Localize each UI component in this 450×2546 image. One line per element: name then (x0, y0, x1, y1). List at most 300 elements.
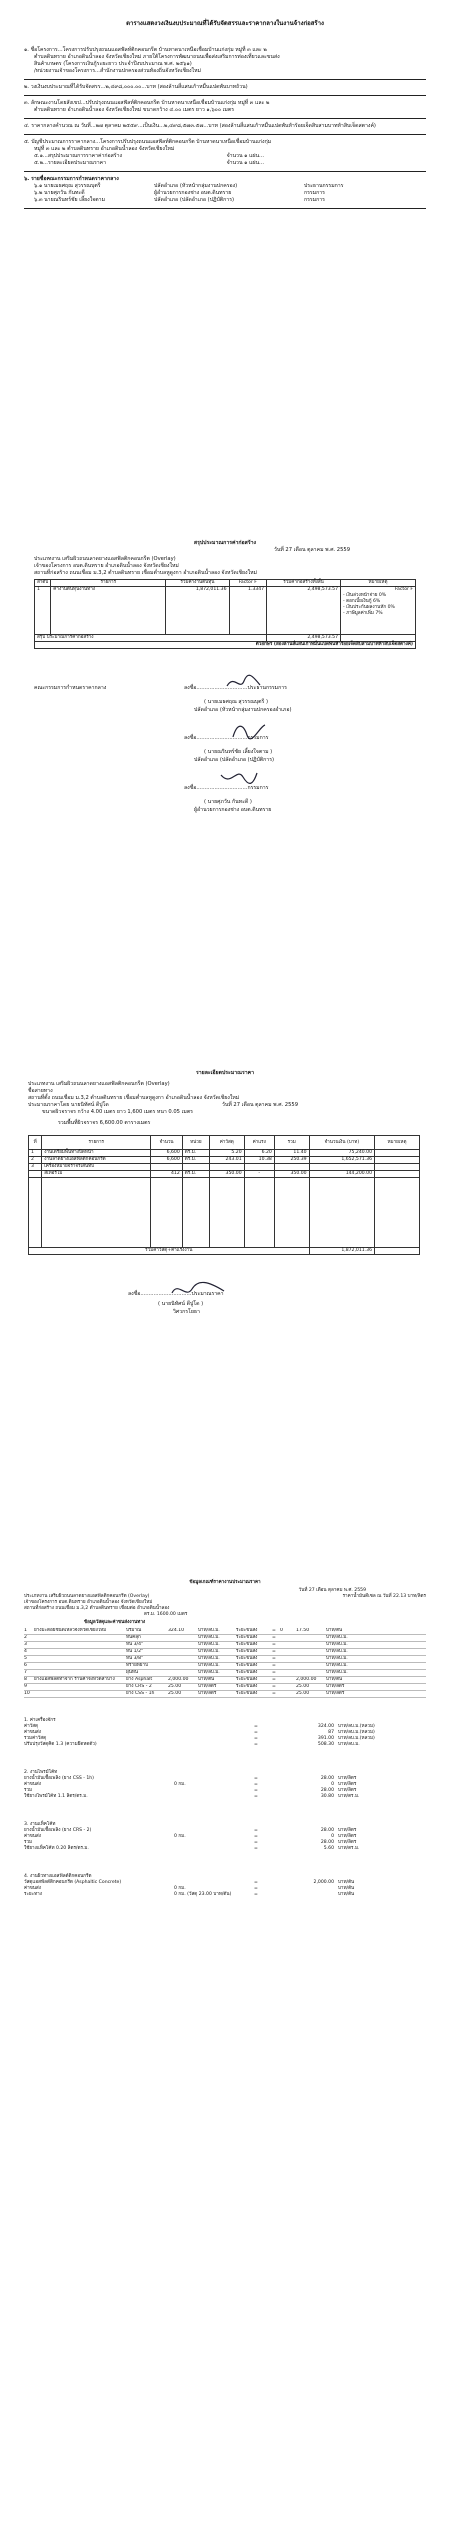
material-cell: บาท/ลบ.ม. (198, 1663, 220, 1668)
material-cell: 25.00 (296, 1684, 310, 1689)
materials-list (24, 1628, 426, 1698)
cell: 250.39 (274, 1157, 309, 1164)
cell: ตร.ม. (182, 1150, 209, 1157)
signature-area (34, 669, 416, 889)
cost-cell: 28.00 (320, 1788, 334, 1793)
road-size: ขนาดผิวจราจร กว้าง 4.00 เมตร ยาว 1,600 เมตร หนา 0.05 เมตร (42, 1109, 193, 1115)
cost-block-heading: 1. ค่าเครื่องจักร (24, 1718, 56, 1723)
cell (182, 1164, 209, 1171)
cost-cell: บาท/ลิตร (338, 1834, 357, 1839)
cost-cell: = (254, 1886, 258, 1891)
note: - เงินล่วงหน้าจ่าย 0% (343, 593, 387, 598)
material-cell: ฝุ่นหิน (126, 1670, 139, 1675)
cost-cell: 5.60 (323, 1846, 334, 1851)
col-no: ลำดับ (35, 580, 51, 587)
material-cell: บาท/ตัน (326, 1677, 343, 1682)
material-cell: 10 (24, 1691, 30, 1696)
table-row (29, 1171, 420, 1178)
material-cell (280, 1670, 296, 1676)
site-location: สถานที่ก่อสร้าง ถนนเชื่อม ม.3,2 ตำบลดินทราย เชื่อมต่อ อำเภอดินน้ำลอง (24, 1606, 170, 1611)
page-3 (10, 1030, 440, 1550)
cost-cell: ปรับปรุงวัสดุคิด 1.3 (ความยึดหดตัว) (24, 1742, 97, 1747)
cost-cell: รวม (24, 1788, 33, 1793)
material-row (24, 1642, 426, 1649)
material-cell (168, 1656, 198, 1662)
summary-date: วันที่ 27 เดือน ตุลาคม พ.ศ. 2559 (273, 547, 350, 553)
material-row (24, 1649, 426, 1656)
material-cell: หิน 3/4" (126, 1642, 144, 1647)
cost-cell (174, 1794, 254, 1800)
work-type: ประเภทงาน เสริมผิวถนนลาดยางแอสฟัลติกคอนกรีต (Overlay) (28, 1081, 170, 1087)
signer-position: ปลัดอำเภอ (หัวหน้ากลุ่มงานปกครองอำเภอ) (194, 707, 292, 713)
material-cell: 9 (24, 1684, 27, 1689)
material-cell: = (272, 1656, 276, 1661)
committee-name: ๖.๑ นายเมธศฤณ สุวรรณบุตรี (34, 183, 101, 189)
cost-cell: = (254, 1730, 258, 1735)
cell: งานลาดยางแอสฟัลติกคอนกรีต (42, 1157, 151, 1164)
material-cell: บาท/ลบ.ม. (326, 1656, 348, 1661)
signer-name: ( นายนิทัศน์ ดีปูโด ) (158, 1301, 204, 1307)
col-item: รายการ (51, 580, 166, 587)
cell: งานเตรียมพื้นทางปิดหน้า (42, 1150, 151, 1157)
material-cell: 4 (24, 1649, 27, 1654)
cell: 350.00 (274, 1171, 309, 1178)
cost-cell: = (254, 1828, 258, 1833)
note: - ดอกเบี้ยเงินกู้ 6% (343, 599, 381, 604)
amount-in-words: ตัวอักษร (สองล้านสี่แสนเก้าหมื่นแปดพันห้าร้อยเจ็ดสิบสามบาทห้าสิบเจ็ดสตางค์) (35, 642, 416, 649)
signer-name: ( นายเมธศฤณ สุวรรณบุตรี ) (204, 699, 269, 705)
cost-cell: บาท/ตัน (338, 1886, 355, 1891)
cost-row (24, 1892, 426, 1898)
material-cell: บาท/ลบ.ม. (326, 1670, 348, 1675)
project-owner: เจ้าของโครงการ อบต.ดินทราย อำเภอดินน้ำลอง จังหวัดเชียงใหม่ (24, 1600, 153, 1605)
signer-name: ( นายณรินทร์ชัย เลี้ยงใจตาม ) (204, 749, 273, 755)
cell (375, 1164, 420, 1171)
cost-cell: 0 (331, 1782, 334, 1787)
material-cell: = (272, 1642, 276, 1647)
cost-cell: 391.00 (317, 1736, 334, 1741)
summary-table (34, 579, 416, 649)
cell: ค่างานต้นทุนงานทาง (51, 587, 166, 635)
cost-cell: 324.00 (317, 1724, 334, 1729)
cost-cell: = (254, 1724, 258, 1729)
cost-cell: ยางน้ำมันเชื้อเพลิง (ยาง CSS - 1h) (24, 1776, 94, 1781)
committee-row (24, 190, 426, 197)
col-qty: จำนวน (151, 1136, 183, 1150)
cost-cell: 28.00 (320, 1840, 334, 1845)
signature-line: ลงชื่อ...............................กรรมการ (184, 735, 269, 741)
material-cell (296, 1670, 326, 1676)
blank-rows (29, 1178, 420, 1248)
site-location: สถานที่ตั้ง ถนนเชื่อม ม.3,2 ตำบลดินทราย เชื่อมต่ำบลหูดูงกา อำเภอดินน้ำลอง จังหวัดเชียงใหม่ (28, 1095, 240, 1101)
material-cell: = (272, 1684, 276, 1689)
cost-cell: บาท/ลิตร (338, 1776, 357, 1781)
material-cell: ระยะขนส่ง (236, 1628, 258, 1633)
material-cell: ระยะขนส่ง (236, 1663, 258, 1668)
work-type: ประเภทงาน เสริมผิวถนนลาดยางแอสฟัลติกคอนกรีต (Overlay) (24, 1594, 150, 1599)
cost-cell: 0 กม. (วัสดุ 23.00 บาท/ตัน) (174, 1892, 232, 1897)
item-3: ๓. ลักษณะงานโดยสังเขป...ปรับปรุงถนนแอสฟัลท์ติกคอนกรีต บ้านหาดนาเหนือเชื่อมบ้านแก่งกุ่ม หมู่ที่ ๓ และ ๒ (24, 100, 270, 106)
material-cell: = (272, 1649, 276, 1654)
item-1c: สินค้าเกษตร (โครงการเงินกู้ระยะยาว ประจำปีงบประมาณ พ.ศ. ๒๕๖๑) (34, 61, 192, 67)
cell: 11.40 (274, 1150, 309, 1157)
committee-name: ๖.๒ นายศุภวัน กันทะดี (34, 190, 85, 196)
handwritten-signature (219, 765, 259, 789)
cost-cell: 0 กม. (174, 1782, 186, 1787)
estimator-signature (28, 1285, 422, 1345)
cell: 1.3347 (229, 587, 267, 635)
cost-cell: 28.00 (320, 1776, 334, 1781)
cell: ตร.ม. (182, 1157, 209, 1164)
committee-role: ประธานกรรมการ (304, 183, 344, 189)
material-cell (34, 1635, 126, 1641)
detail-date: วันที่ 27 เดือน ตุลาคม พ.ศ. 2559 (221, 1102, 298, 1108)
signer-position: ปลัดอำเภอ (ปลัดอำเภอ (ปฏิบัติการ) (194, 757, 275, 763)
table-row (29, 1164, 420, 1171)
cell: เครื่องหมายจราจรเส้นทึบ (42, 1164, 151, 1171)
estimator: ประมาณราคาโดย นายนิทัศน์ ดีปูโด (28, 1102, 109, 1108)
committee-row (24, 197, 426, 204)
signer-position: วิศวกรโยธา (173, 1309, 200, 1315)
cell (244, 1164, 274, 1171)
material-cell: ระยะขนส่ง (236, 1677, 258, 1682)
material-cell: ปริมาณ (126, 1628, 142, 1633)
material-cell: ระยะขนส่ง (236, 1684, 258, 1689)
item-1d: /หน่วยงานเจ้าของโครงการ...สำนักงานปกครองส่วนท้องถิ่นจังหวัดเชียงใหม่ (34, 68, 201, 74)
item-6: ๖. รายชื่อคณะกรรมการกำหนดราคากลาง (24, 176, 119, 182)
cost-cell: = (254, 1846, 258, 1851)
route-name: ชื่อสายทาง (28, 1088, 53, 1094)
material-cell: บาท/ลิตร (198, 1684, 217, 1689)
cost-cell: ค่าขนส่ง (24, 1730, 41, 1735)
cell: 350.00 (209, 1171, 244, 1178)
summary-title: สรุปประมาณการค่าก่อสร้าง (193, 540, 257, 546)
material-cell: ระยะขนส่ง (236, 1670, 258, 1675)
detail-title: รายละเอียดประมาณราคา (195, 1070, 255, 1076)
cost-cell (174, 1742, 254, 1748)
material-cell: 2,000.00 (296, 1677, 317, 1682)
cell: 412 (151, 1171, 183, 1178)
total-value: 2,498,573.57 (267, 635, 341, 642)
committee-position: ปลัดอำเภอ (ปลัดอำเภอ (ปฏิบัติการ) (154, 197, 235, 203)
cost-cell: บาท/ลิตร (338, 1782, 357, 1787)
material-cell (168, 1649, 198, 1655)
material-cell: 25.00 (296, 1691, 310, 1696)
cost-cell: = (254, 1736, 258, 1741)
material-cell: 25.00 (168, 1691, 182, 1696)
cell (29, 1171, 42, 1178)
cost-cell: 508.30 (317, 1742, 334, 1747)
cost-cell: บาท/ลิตร (338, 1788, 357, 1793)
cost-row (24, 1846, 426, 1852)
item-1b: ตำบลดินทราย อำเภอดินน้ำลอง จังหวัดเชียงใหม่ ภายใต้โครงการพัฒนาถนนเพื่อส่งเสริมการท่องเที่ยวและขนส่ง (34, 54, 280, 60)
cost-cell (304, 1892, 334, 1898)
col-remark: หมายเหตุ (375, 1136, 420, 1150)
material-cell (280, 1677, 296, 1683)
detail-table (28, 1135, 420, 1255)
material-cell: ระยะขนส่ง (236, 1656, 258, 1661)
item-5: ๕. บัญชีประมาณการราคากลาง...โครงการปรับปรุงถนนแอสฟัลท์ติกคอนกรีต บ้านหาดนาเหนือเชื่อมบ้านแก่งกุ่ม (24, 139, 272, 145)
cost-cell: รวมค่าวัสดุ (24, 1736, 47, 1741)
cost-cell: บาท/ตัน (338, 1892, 355, 1897)
cell (151, 1164, 183, 1171)
col-cost: รวมค่างานต้นทุน (166, 580, 229, 587)
cost-cell: ค่าวัสดุ (24, 1724, 39, 1729)
material-cell: บาท/ลบ.ม. (198, 1649, 220, 1654)
material-cell: บาท/ลิตร (326, 1684, 345, 1689)
cost-cell: ระยะทาง (24, 1892, 42, 1897)
work-type: ประเภทงาน เสริมผิวถนนลาดยางแอสฟัลติกคอนกรีต (Overlay) (34, 556, 176, 562)
committee-role: กรรมการ (304, 197, 325, 203)
material-cell (296, 1649, 326, 1655)
material-cell: 1 (24, 1628, 27, 1633)
cost-cell (174, 1846, 254, 1852)
cost-cell: 28.00 (320, 1828, 334, 1833)
cell: ตร.ม. (182, 1171, 209, 1178)
cost-cell: บาท/ลิตร (338, 1828, 357, 1833)
cell: 243.01 (209, 1157, 244, 1164)
cost-cell: = (254, 1840, 258, 1845)
material-cell: 6 (24, 1663, 27, 1668)
table-row (29, 1150, 420, 1157)
cost-cell: บาท/ลิตร (338, 1840, 357, 1845)
cell (375, 1171, 420, 1178)
cost-block (24, 1822, 426, 1852)
cost-cell: บาท/ลบ.ม.(หลวม) (338, 1724, 375, 1729)
cell (209, 1164, 244, 1171)
material-cell (280, 1635, 296, 1641)
cost-cell: ค่าขนส่ง (24, 1886, 41, 1891)
cost-cell: ค่าขนส่ง (24, 1834, 41, 1839)
cell: 2,498,573.57 (267, 587, 341, 635)
material-cell: = (272, 1635, 276, 1640)
col-unit: หน่วย (182, 1136, 209, 1150)
cost-cell: = (254, 1782, 258, 1787)
item-1: ๑. ชื่อโครงการ...โครงการปรับปรุงถนนแอสฟัลท์ติกคอนกรีต บ้านหาดนาเหนือเชื่อมบ้านแก่งกุ่ม หมู่ที่ ๓ และ ๒ (24, 47, 267, 53)
material-cell (34, 1691, 126, 1697)
cost-cell: = (254, 1742, 258, 1747)
cell: 1 (29, 1150, 42, 1157)
col-item: รายการ (42, 1136, 151, 1150)
material-cell (280, 1642, 296, 1648)
committee-role: กรรมการ (304, 190, 325, 196)
material-cell: บาท/ลบ.ม. (198, 1642, 220, 1647)
material-cell (34, 1670, 126, 1676)
cell: 75,240.00 (309, 1150, 374, 1157)
cost-cell: วัสดุแอสฟัลต์ติกคอนกรีต (Asphaltic Concrete) (24, 1880, 122, 1885)
material-cell: = (272, 1628, 276, 1633)
material-row (24, 1691, 426, 1698)
cost-cell: 87 (328, 1730, 334, 1735)
cell: - (244, 1171, 274, 1178)
col-no: ที่ (29, 1136, 42, 1150)
cost-cell: = (254, 1880, 258, 1885)
material-cell: หิน 1/2" (126, 1649, 144, 1654)
cost-block (24, 1770, 426, 1800)
cell: 6.20 (244, 1150, 274, 1157)
criteria-title: ข้อมูลเกณฑ์ราคางานประมาณราคา (189, 1580, 261, 1585)
cell: 5.20 (209, 1150, 244, 1157)
cost-cell: ค่าขนส่ง (24, 1782, 41, 1787)
cell: 2 (29, 1157, 42, 1164)
cost-cell: บาท/ลบ.ม.(หลวม) (338, 1736, 375, 1741)
page-4 (10, 1560, 440, 2540)
cost-cell: = (254, 1892, 258, 1897)
table-total-row (35, 635, 416, 642)
col-factor: Factor F (229, 580, 267, 587)
cell: 1 (35, 587, 51, 635)
project-owner: เจ้าของโครงการ อบต.ดินทราย อำเภอดินน้ำลอง จังหวัดเชียงใหม่ (34, 563, 179, 569)
material-row (24, 1663, 426, 1670)
signer-position: ผู้อำนวยการกองช่าง อบต.ดินทราย (194, 807, 272, 813)
material-cell: บาท/ลบ.ม. (326, 1642, 348, 1647)
material-cell (34, 1663, 126, 1669)
cost-row (24, 1794, 426, 1800)
page-1 (10, 6, 440, 486)
material-cell: ยางมะตอยชนิดเหลวจังหวัดเชียงใหม่ (34, 1628, 107, 1633)
material-cell (280, 1656, 296, 1662)
cost-cell: ใช้ยางไพรม์โค้ท 1.1 ลิตร/ตร.ม. (24, 1794, 88, 1799)
item-3b: ตำบลดินทราย อำเภอดินน้ำลอง จังหวัดเชียงใหม่ ขนาดกว้าง ๔.๐๐ เมตร ยาว ๑,๖๐๐ เมตร (34, 107, 234, 113)
material-cell: บาท/ลิตร (326, 1691, 345, 1696)
note: - เงินประกันผลงานหัก 0% (343, 605, 395, 610)
cell: สีเทอร์โม (42, 1171, 151, 1178)
material-row (24, 1677, 426, 1684)
material-cell: 2 (24, 1635, 27, 1640)
cell: 144,200.00 (309, 1171, 374, 1178)
material-cell: บาท/ลบ.ม. (326, 1635, 348, 1640)
cost-cell: = (254, 1834, 258, 1839)
material-cell (34, 1649, 126, 1655)
cell: 1,872,011.36 (166, 587, 229, 635)
item-5-1: ๕.๑...สรุปประมาณการราคาค่าก่อสร้าง (34, 153, 123, 159)
note: - ภาษีมูลค่าเพิ่ม 7% (343, 611, 383, 616)
material-cell (280, 1684, 296, 1690)
cost-block-heading: 2. งานไพรม์โค้ท (24, 1770, 58, 1775)
material-row (24, 1684, 426, 1691)
total-label: สรุป ประมาณการค่าก่อสร้าง (35, 635, 267, 642)
material-cell: บาท/ลบ.ม. (326, 1663, 348, 1668)
cost-cell: 0 (331, 1834, 334, 1839)
material-cell: 8 (24, 1677, 27, 1682)
material-cell: บาท/ลบ.ม. (198, 1628, 220, 1633)
cell: 1,652,571.36 (309, 1157, 374, 1164)
cell: 10.38 (244, 1157, 274, 1164)
cost-block-heading: 4. งานผิวทางแอสฟัลต์ติกคอนกรีต (24, 1874, 92, 1879)
committee-row (24, 183, 426, 190)
cost-cell: = (254, 1788, 258, 1793)
cost-cell: บาท/ตร.ม. (338, 1846, 360, 1851)
table-row (35, 587, 416, 635)
item-5-2: ๕.๒...รายละเอียดประมาณราคา (34, 160, 107, 166)
material-cell (296, 1642, 326, 1648)
material-cell: 7 (24, 1670, 27, 1675)
material-cell: ยาง CRS - 2 (126, 1684, 152, 1689)
cost-block (24, 1718, 426, 1748)
item-5-2-count: จำนวน ๑ แผ่น... (226, 160, 264, 166)
material-cell: ยาง Asphalt (126, 1677, 153, 1682)
item-4: ๔. ราคากลางคำนวณ ณ วันที่...๒๗ ตุลาคม ๒๕๕๙...เป็นเงิน...๒,๔๙๘,๕๗๓.๕๗...บาท (สองล้านสี่แสนเก้าหมื่นแปดพันห้าร้อยเจ็ดสิบสามบาทห้าสิบเจ็ดสตางค์) (24, 123, 376, 129)
handwritten-signature (224, 671, 264, 693)
cell (274, 1164, 309, 1171)
material-row (24, 1628, 426, 1635)
material-cell: บาท/ลบ.ม. (326, 1649, 348, 1654)
cost-row (24, 1742, 426, 1748)
cost-cell: ใช้ยางแท็คโค้ท 0.20 ลิตร/ตร.ม. (24, 1846, 89, 1851)
col-material: ค่าวัสดุ (209, 1136, 244, 1150)
material-cell (280, 1691, 296, 1697)
material-cell: บาท/ลบ.ม. (198, 1635, 220, 1640)
material-cell: บาท/ตัน (326, 1628, 343, 1633)
cost-block-heading: 3. งานแท็คโค้ท (24, 1822, 56, 1827)
material-cell: บาท/ตัน (198, 1677, 215, 1682)
cell (309, 1164, 374, 1171)
cost-block (24, 1874, 426, 1898)
material-cell: หินคลุก (126, 1635, 141, 1640)
road-area: รวมพื้นที่ผิวจราจร 6,600.00 ตารางเมตร (58, 1120, 151, 1126)
cost-cell: บาท/ตัน (338, 1880, 355, 1885)
page-title: ตารางแสดงวงเงินงบประมาณที่ได้รับจัดสรรและราคากลางในงานจ้างก่อสร้าง (126, 20, 324, 27)
material-cell: ยางแอสฟัลต์ทำจาก ร้านค้าจังหวัดลำปาง (34, 1677, 115, 1682)
materials-section: ข้อมูลวัสดุและค่าขนส่งงานทาง (84, 1620, 146, 1625)
material-cell: 3 (24, 1642, 27, 1647)
cost-cell: รวม (24, 1840, 33, 1845)
road-length: ตร.ม. 1600.00 เมตร (144, 1612, 188, 1617)
cost-cell: ยางน้ำมันเชื้อเพลิง (ยาง CRS - 2) (24, 1828, 92, 1833)
cell (375, 1157, 420, 1164)
material-cell: บาท/ลิตร (198, 1691, 217, 1696)
material-cell (168, 1670, 198, 1676)
col-remark: หมายเหตุ (341, 580, 416, 587)
handwritten-signature (229, 719, 269, 743)
material-row (24, 1670, 426, 1677)
signer-name: ( นายศุภวัน กันทะดี ) (204, 799, 252, 805)
material-cell: 2,000.00 (168, 1677, 189, 1682)
cost-cell: บาท/ลบ.ม. (338, 1742, 360, 1747)
material-cell: ทรายหยาบ (126, 1663, 148, 1668)
material-cell (296, 1663, 326, 1669)
material-cell: 17.50 (296, 1628, 310, 1633)
cell: 6,600 (151, 1157, 183, 1164)
material-cell (168, 1635, 198, 1641)
material-row (24, 1656, 426, 1663)
material-cell: = (272, 1677, 276, 1682)
material-cell: บาท/ลบ.ม. (198, 1656, 220, 1661)
material-cell (168, 1642, 198, 1648)
page-2 (10, 500, 440, 1020)
signature-line: ลงชื่อ...............................ประธานกรรมการ (184, 685, 287, 691)
material-cell: = (272, 1691, 276, 1696)
cost-cell: บาท/ลบ.ม.(หลวม) (338, 1730, 375, 1735)
item-2: ๒. วงเงินงบประมาณที่ได้รับจัดสรร...๒,๔๙๘,๐๐๐.๐๐...บาท (สองล้านสี่แสนเก้าหมื่นแปดพันบาทถ้วน) (24, 84, 248, 90)
material-cell: ยาง CSS - 1h (126, 1691, 155, 1696)
committee-list (24, 183, 426, 204)
material-cell: 5 (24, 1656, 27, 1661)
col-amount: จำนวนเงิน (บาท) (309, 1136, 374, 1150)
material-cell: 0 (280, 1628, 283, 1633)
material-cell: หิน 3/8" (126, 1656, 144, 1661)
remark-cell (341, 587, 416, 635)
material-cell (34, 1642, 126, 1648)
committee-name: ๖.๓ นายณรินทร์ชัย เลี้ยงใจตาม (34, 197, 105, 203)
material-cell: 25.00 (168, 1684, 182, 1689)
committee-position: ปลัดอำเภอ (หัวหน้ากลุ่มงานปกครอง) (154, 183, 238, 189)
col-sum: รวม (274, 1136, 309, 1150)
cell: 3 (29, 1164, 42, 1171)
factor-label: Factor F (394, 587, 413, 592)
site-location: สถานที่ก่อสร้าง ถนนเชื่อม ม.3,2 ตำบลดินทราย เชื่อมต่ำบลหูดูงกา อำเภอดินน้ำลอง จังหวัดเชียงใหม่ (34, 570, 257, 576)
table-total-row (29, 1248, 420, 1255)
